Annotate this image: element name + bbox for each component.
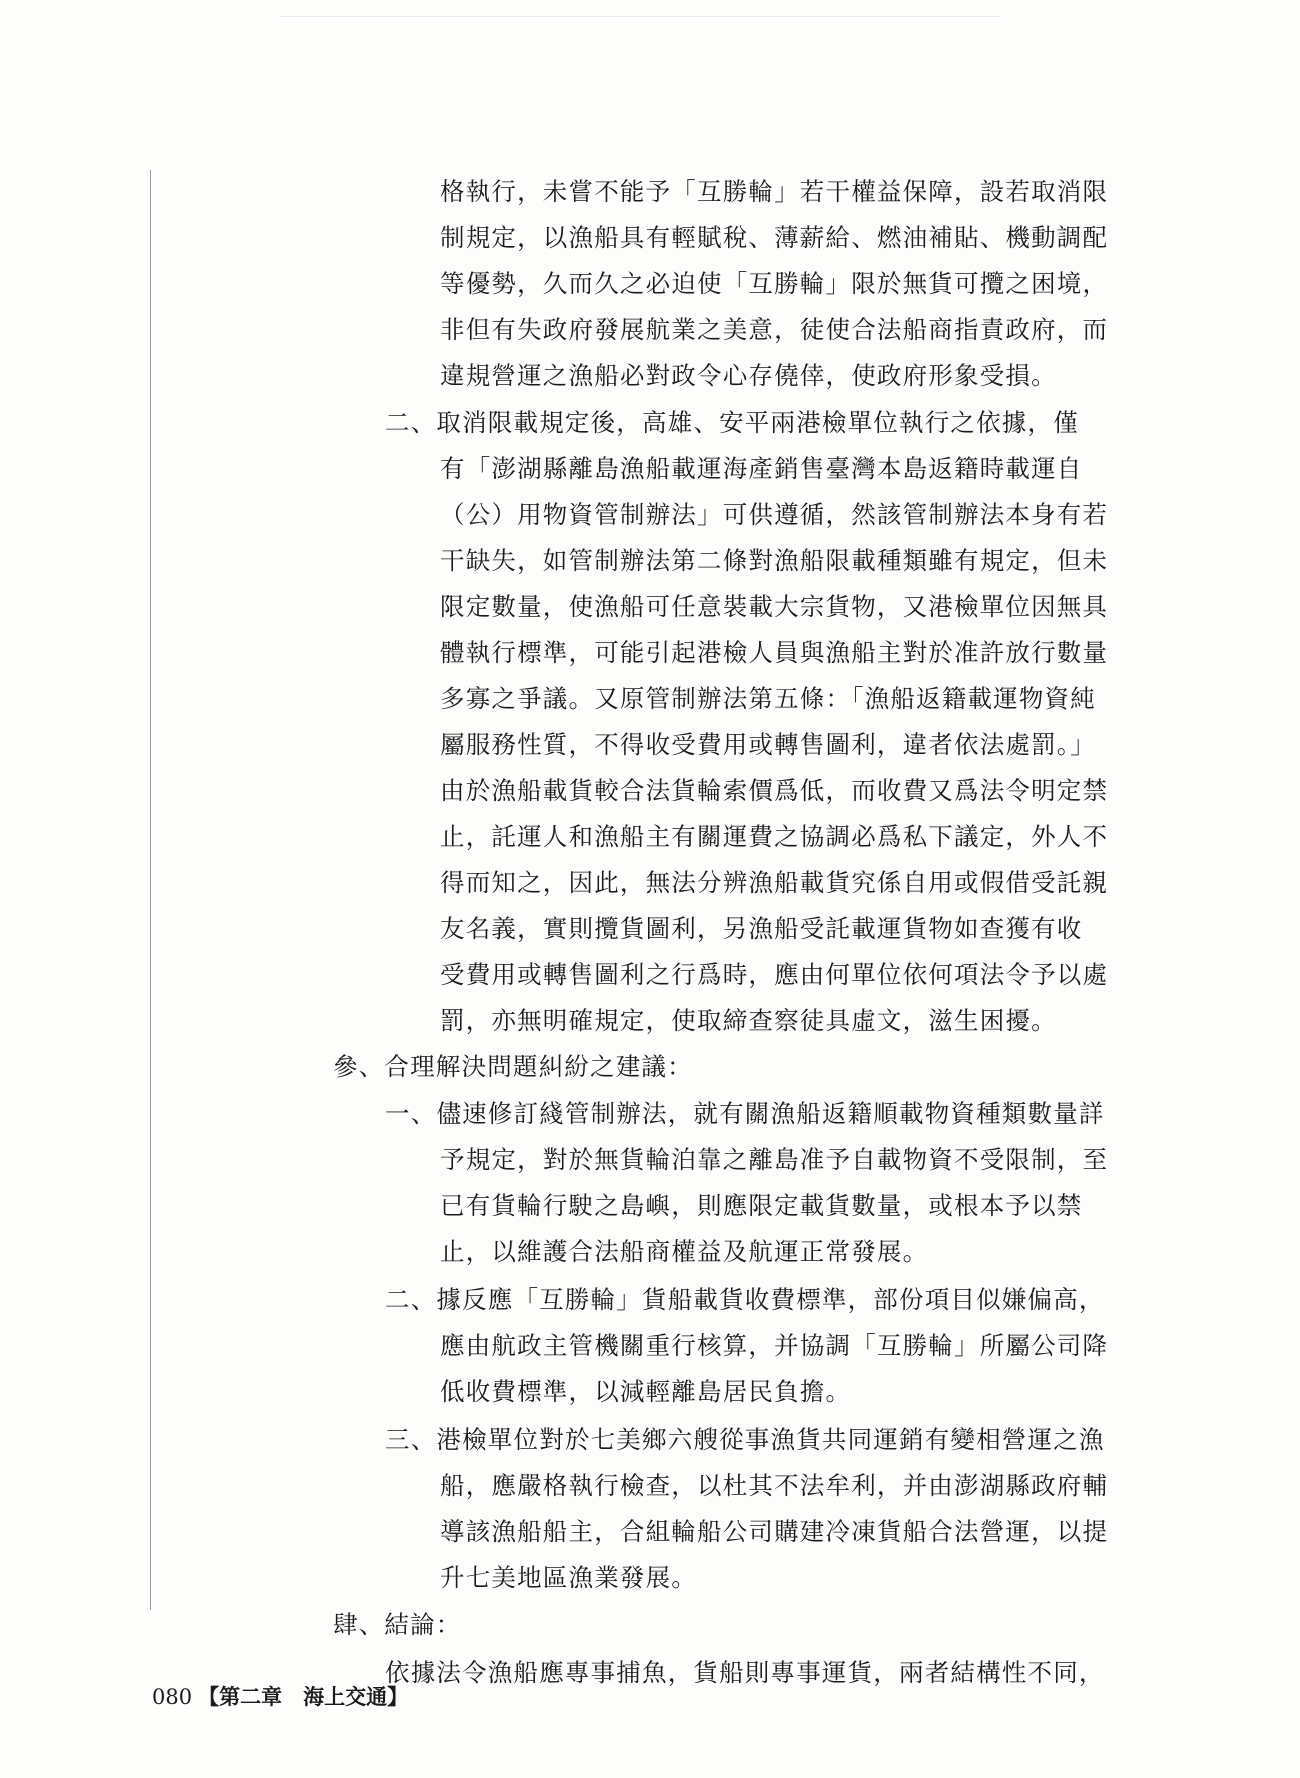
text-line: 三、港檢單位對於七美鄉六艘從事漁貨共同運銷有變相營運之漁 xyxy=(385,1425,1105,1454)
text-line: 受費用或轉售圖利之行爲時，應由何單位依何項法令予以處 xyxy=(440,960,1109,989)
text-line: 多寡之爭議。又原管制辦法第五條：「漁船返籍載運物資純 xyxy=(440,684,1096,713)
text-line: 予規定，對於無貨輪泊靠之離島准予自載物資不受限制，至 xyxy=(440,1145,1109,1174)
page-number: 080 xyxy=(152,1685,193,1709)
text-line: 違規營運之漁船必對政令心存僥倖，使政府形象受損。 xyxy=(440,361,1057,390)
text-line: 等優勢，久而久之必迫使「互勝輪」限於無貨可攬之困境， xyxy=(440,269,1109,298)
text-line: 由於漁船載貨較合法貨輪索價爲低，而收費又爲法令明定禁 xyxy=(440,776,1109,805)
text-line: 格執行，未嘗不能予「互勝輪」若干權益保障，設若取消限 xyxy=(440,177,1109,206)
margin-rule xyxy=(150,170,151,1610)
text-line: 導該漁船船主，合組輪船公司購建冷凍貨船合法營運，以提 xyxy=(440,1517,1109,1546)
text-line: 一、儘速修訂綫管制辦法，就有關漁船返籍順載物資種類數量詳 xyxy=(385,1099,1105,1128)
text-line: 止，託運人和漁船主有關運費之協調必爲私下議定，外人不 xyxy=(440,822,1109,851)
text-line: 二、據反應「互勝輪」貨船載貨收費標準，部份項目似嫌偏高， xyxy=(385,1285,1105,1314)
section-heading: 參、合理解決問題糾紛之建議： xyxy=(333,1052,693,1081)
text-line: 罰，亦無明確規定，使取締查察徒具虛文，滋生困擾。 xyxy=(440,1006,1057,1035)
text-line: 體執行標準，可能引起港檢人員與漁船主對於准許放行數量 xyxy=(440,638,1109,667)
text-line: 非但有失政府發展航業之美意，徒使合法船商指責政府，而 xyxy=(440,315,1109,344)
text-line: 二、取消限載規定後，高雄、安平兩港檢單位執行之依據，僅 xyxy=(385,408,1079,437)
header-rule xyxy=(280,16,1000,17)
text-line: 干缺失，如管制辦法第二條對漁船限載種類雖有規定，但未 xyxy=(440,546,1109,575)
text-line: 依據法令漁船應專事捕魚，貨船則專事運貨，兩者結構性不同， xyxy=(385,1658,1105,1687)
text-line: 止，以維護合法船商權益及航運正常發展。 xyxy=(440,1237,929,1266)
chapter-title: 【第二章 海上交通】 xyxy=(198,1684,409,1709)
text-line: 制規定，以漁船具有輕賦稅、薄薪給、燃油補貼、機動調配 xyxy=(440,223,1109,252)
text-line: 已有貨輪行駛之島嶼，則應限定載貨數量，或根本予以禁 xyxy=(440,1191,1083,1220)
section-heading: 肆、結論： xyxy=(333,1610,462,1639)
text-line: 友名義，實則攬貨圖利，另漁船受託載運貨物如查獲有收 xyxy=(440,914,1083,943)
text-line: 應由航政主管機關重行核算，并協調「互勝輪」所屬公司降 xyxy=(440,1331,1109,1360)
text-line: 升七美地區漁業發展。 xyxy=(440,1563,697,1592)
text-line: 低收費標準，以減輕離島居民負擔。 xyxy=(440,1377,852,1406)
text-line: 有「澎湖縣離島漁船載運海產銷售臺灣本島返籍時載運自 xyxy=(440,454,1083,483)
text-line: 屬服務性質，不得收受費用或轉售圖利，違者依法處罰。」 xyxy=(440,730,1096,759)
page-footer xyxy=(152,1680,408,1714)
text-line: 得而知之，因此，無法分辨漁船載貨究係自用或假借受託親 xyxy=(440,868,1109,897)
text-line: （公）用物資管制辦法」可供遵循，然該管制辦法本身有若 xyxy=(440,500,1109,529)
text-line: 限定數量，使漁船可任意裝載大宗貨物，又港檢單位因無具 xyxy=(440,592,1109,621)
text-line: 船，應嚴格執行檢查，以杜其不法牟利，并由澎湖縣政府輔 xyxy=(440,1471,1109,1500)
